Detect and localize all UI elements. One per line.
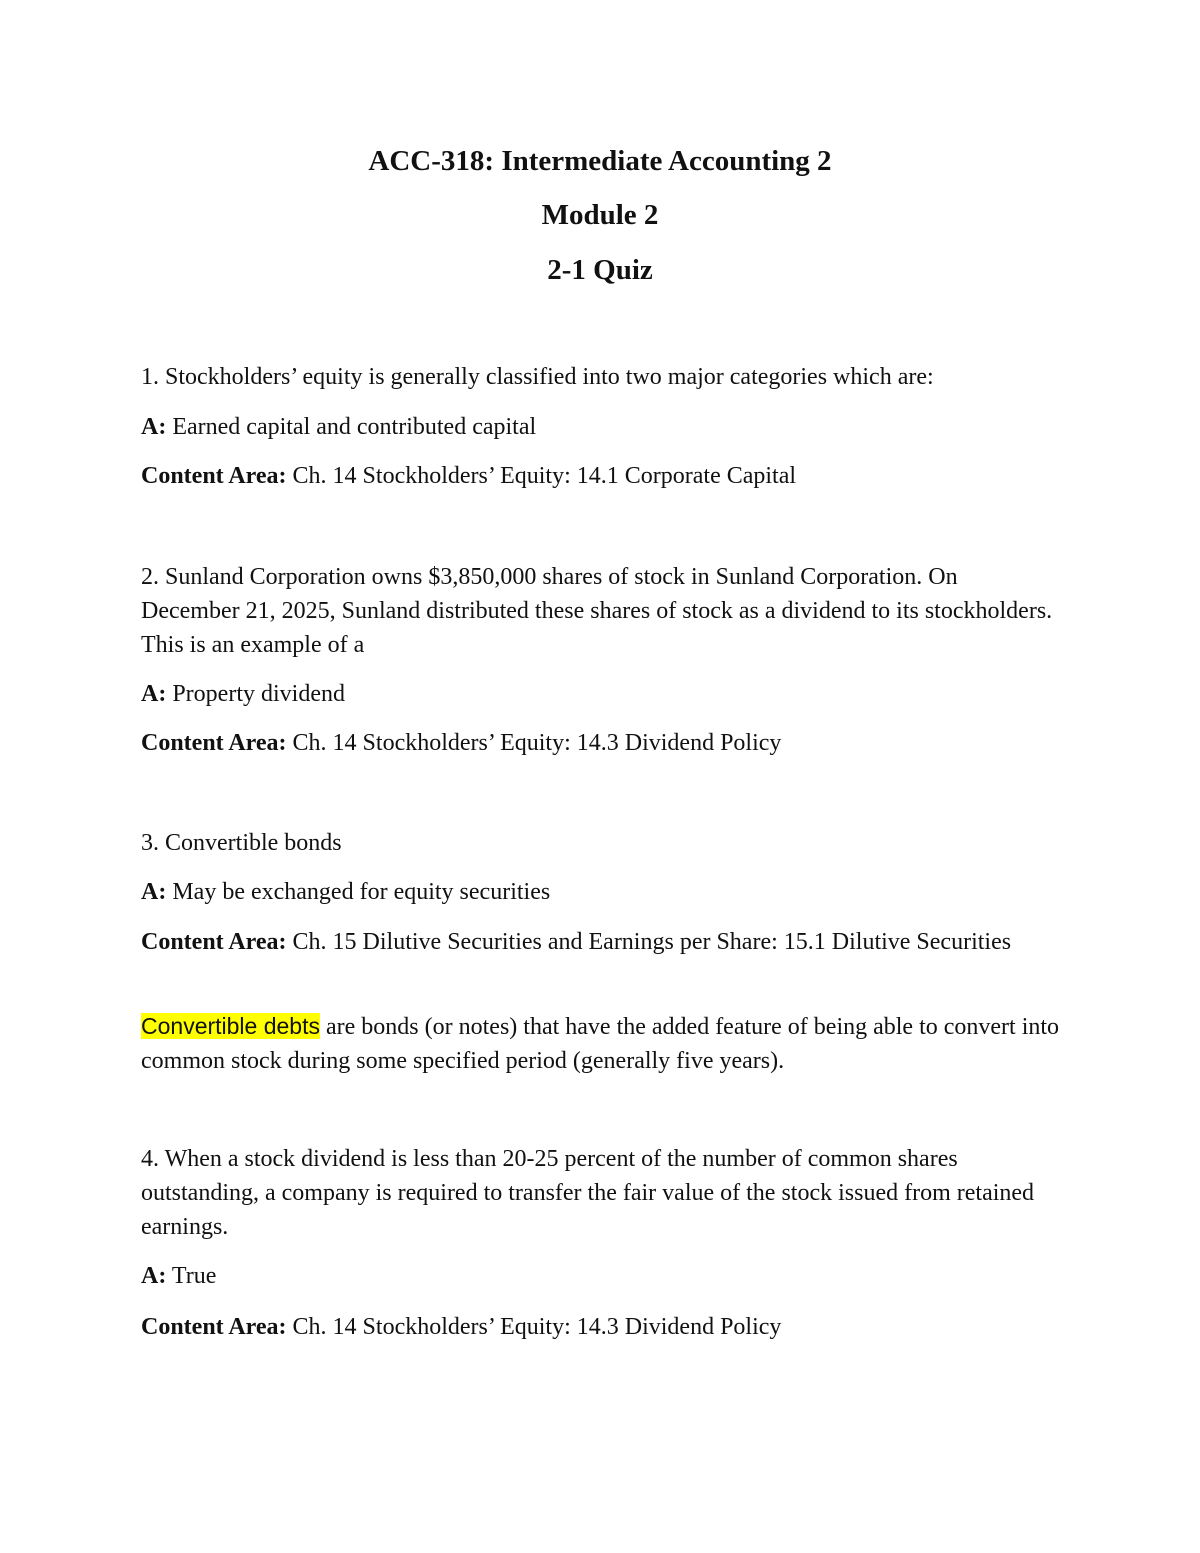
question-3-note xyxy=(141,1009,1061,1078)
content-area-text: Ch. 14 Stockholders’ Equity: 14.1 Corporate Capital xyxy=(292,463,797,489)
question-1-content-area xyxy=(141,459,1061,493)
answer-label: A: xyxy=(141,879,167,905)
question-3-content-area xyxy=(141,925,1061,959)
content-area-text: Ch. 15 Dilutive Securities and Earnings per Share: 15.1 Dilutive Securities xyxy=(292,929,1012,955)
question-2-text: 2. Sunland Corporation owns $3,850,000 shares of stock in Sunland Corporation. On December 21, 2025, Sunland distributed these shares of stock as a dividend to its stockholders. This is an example of a xyxy=(141,564,1053,658)
content-area-label: Content Area: xyxy=(141,1314,287,1340)
question-1-answer xyxy=(141,410,1061,444)
content-area-label: Content Area: xyxy=(141,929,287,955)
question-4-answer xyxy=(141,1259,1061,1293)
answer-text: Earned capital and contributed capital xyxy=(172,414,537,440)
note-text: are bonds (or notes) that have the added feature of being able to convert into common stock during some specified period (generally five years). xyxy=(141,1014,1060,1074)
question-3-text: 3. Convertible bonds xyxy=(141,830,342,856)
question-1-text: 1. Stockholders’ equity is generally classified into two major categories which are: xyxy=(141,364,934,390)
module-title: Module 2 xyxy=(541,199,659,231)
question-4-content-area xyxy=(141,1310,1061,1344)
course-title: ACC-318: Intermediate Accounting 2 xyxy=(368,145,832,177)
question-2-answer xyxy=(141,677,1061,711)
answer-label: A: xyxy=(141,681,167,707)
answer-label: A: xyxy=(141,414,167,440)
answer-text: True xyxy=(171,1263,217,1289)
question-3-answer xyxy=(141,875,1061,909)
question-4-text: 4. When a stock dividend is less than 20-25 percent of the number of common shares outstanding, a company is required to transfer the fair value of the stock issued from retained earnings. xyxy=(141,1146,1035,1240)
content-area-label: Content Area: xyxy=(141,463,287,489)
quiz-title: 2-1 Quiz xyxy=(547,254,653,286)
answer-text: May be exchanged for equity securities xyxy=(172,879,551,905)
question-2-content-area xyxy=(141,726,1061,760)
highlighted-term: Convertible debts xyxy=(141,1013,320,1039)
content-area-label: Content Area: xyxy=(141,730,287,756)
content-area-text: Ch. 14 Stockholders’ Equity: 14.3 Dividend Policy xyxy=(292,1314,782,1340)
answer-label: A: xyxy=(141,1263,167,1289)
answer-text: Property dividend xyxy=(172,681,345,707)
content-area-text: Ch. 14 Stockholders’ Equity: 14.3 Dividend Policy xyxy=(292,730,782,756)
